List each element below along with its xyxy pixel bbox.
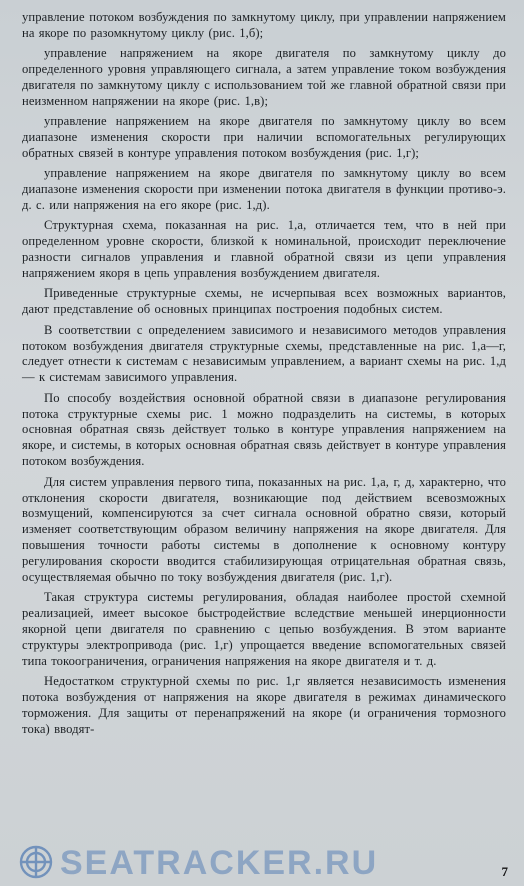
paragraph-8: По способу воздействия основной обратной связи в диапазоне регулирования потока структурные схемы рис. 1 можно подразделить на системы, в которых основная обратная связь действует только в контуре управления напряжением на якоре, и системы, в которых основная обратная связь действует в контуре управления потоком возбуждения.: [22, 390, 506, 469]
paragraph-2: управление напряжением на якоре двигателя по замкнутому циклу до определенного уровня управляющего сигнала, а затем управление током возбуждения двигателя по замкнутому циклу с использованием той же главной обратной связи при неизменном напряжении на якоре (рис. 1,в);: [22, 46, 506, 108]
paragraph-11: Недостатком структурной схемы по рис. 1,г является независимость изменения потока возбуждения от напряжения на якоре двигателя в режимах динамического торможения. Для защиты от перенапряжений на якоре (и ограничения тормозного тока) вводят-: [22, 674, 506, 736]
paragraph-4: управление напряжением на якоре двигателя по замкнутому циклу во всем диапазоне изменения скорости при изменении потока двигателя в функции противо-э. д. с. или напряжения на его якоре (рис. 1,д).: [22, 166, 506, 213]
paragraph-10: Такая структура системы регулирования, обладая наиболее простой схемной реализацией, имеет высокое быстродействие вследствие меньшей инерционности якорной цепи двигателя по сравнению с цепью возбуждения. В этом варианте структуры электропривода (рис. 1,г) упрощается введение вспомогательных связей типа токоограничения, ограничения напряжения на якоре двигателя и т. д.: [22, 590, 506, 668]
paragraph-1: управление потоком возбуждения по замкнутому циклу, при управлении напряжением на якоре по разомкнутому циклу (рис. 1,б);: [22, 10, 506, 40]
paragraph-7: В соответствии с определением зависимого и независимого методов управления потоком возбуждения двигателя структурные схемы, представленные на рис. 1,а—г, следует отнести к системам с независимым управлением, а вариант схемы на рис. 1,д — к системам зависимого управления.: [22, 322, 506, 385]
paragraph-5: Структурная схема, показанная на рис. 1,а, отличается тем, что в ней при определенном уровне скорости, близкой к номинальной, происходит переключение разности сигналов управления и главной обратной связи из цепи управления напряжением якоря в цепь управления возбуждением двигателя.: [22, 218, 506, 281]
watermark-text: SEATRACKER.RU: [60, 844, 379, 882]
paragraph-6: Приведенные структурные схемы, не исчерпывая всех возможных вариантов, дают представление об основных принципах построения подобных систем.: [22, 286, 506, 317]
paragraph-9: Для систем управления первого типа, показанных на рис. 1,а, г, д, характерно, что отклонения скорости двигателя, возникающие под действием всевозможных возмущений, компенсируются за счет сигнала основной обратно связи, который изменяет соответствующим образом величину напряжения на якоре двигателя. Для повышения точности работы системы в дополнение к основному контуру регулирования скорости вводится стабилизирующая отрицательная обратная связь, осуществляемая обычно по току возбуждения двигателя (рис. 1,г).: [22, 474, 506, 585]
page-number: 7: [501, 864, 508, 879]
paragraph-3: управление напряжением на якоре двигателя по замкнутому циклу во всем диапазоне изменения скорости при наличии вспомогательных регулирующих обратных связей в контуре управления потоком возбуждения (рис. 1,г);: [22, 114, 506, 161]
